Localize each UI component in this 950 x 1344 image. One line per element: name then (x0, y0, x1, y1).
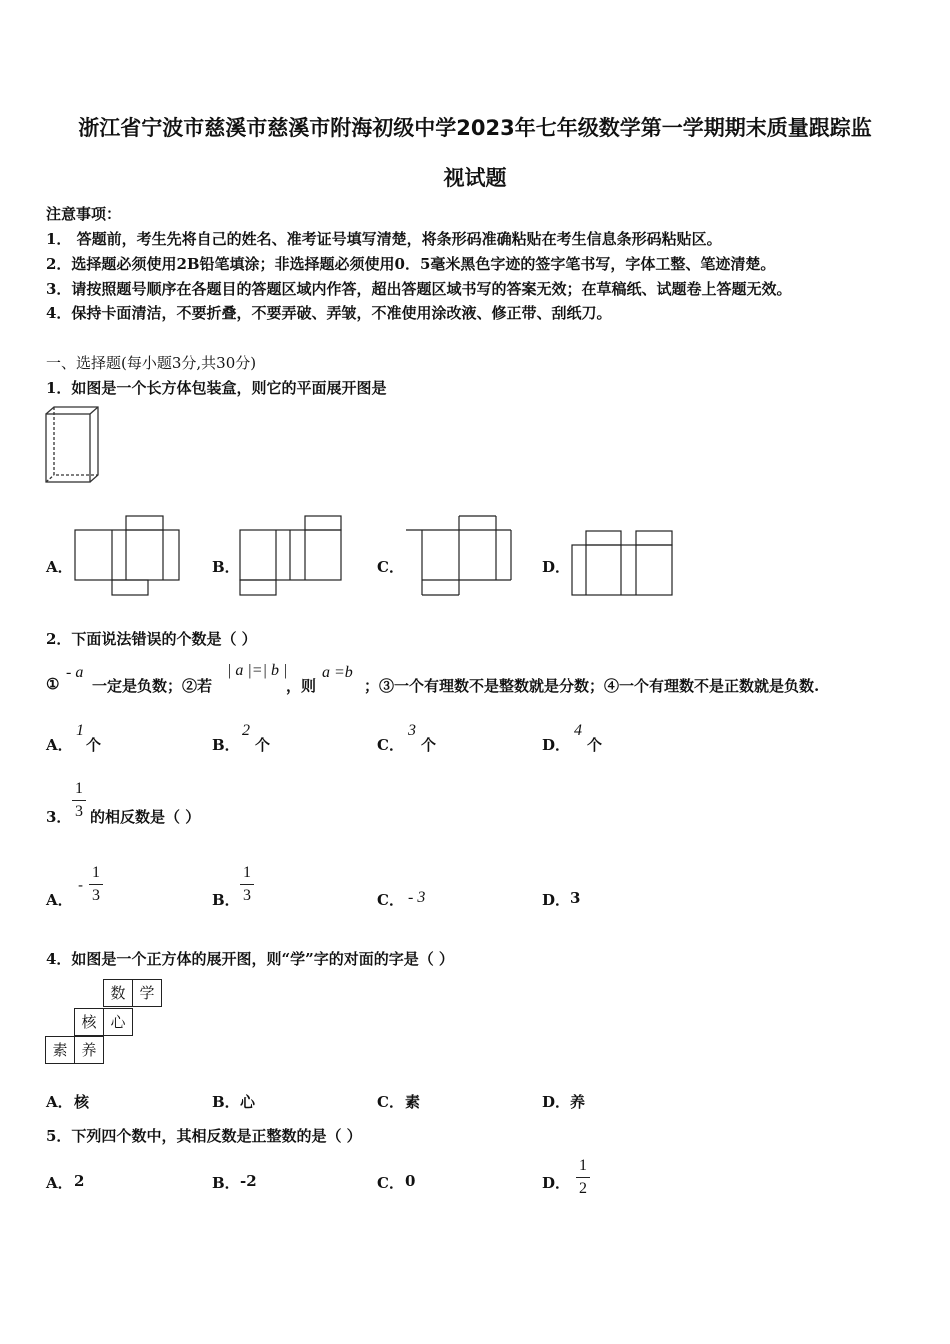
q3-option-a-sign: - (78, 876, 84, 894)
q1-option-d[interactable]: D． (542, 558, 571, 576)
q4-option-d-value: 养 (570, 1093, 586, 1111)
q1-option-b[interactable]: B． (212, 558, 240, 576)
q3-option-b-fraction (240, 864, 254, 905)
q5-option-c[interactable]: C． (377, 1174, 404, 1192)
q3-option-d[interactable]: D． (542, 891, 571, 909)
q3-option-a[interactable]: A． (46, 891, 73, 909)
q2-option-a[interactable]: A． (46, 736, 73, 754)
cuboid-figure (44, 405, 104, 485)
q5-stem: 5．下列四个数中，其相反数是正整数的是（ ） (46, 1127, 362, 1145)
q4-option-b-value: 心 (240, 1093, 256, 1111)
q2-option-c[interactable]: C． (377, 736, 404, 754)
q3-fraction-num: 1 (75, 780, 83, 797)
note-item: 3．请按照题号顺序在各题目的答题区域内作答，超出答题区域书写的答案无效；在草稿纸、试题卷上答题无效。 (46, 280, 792, 298)
q3-option-b-num: 1 (243, 864, 251, 881)
q3-stem-text: 的相反数是（ ） (90, 808, 201, 826)
cube-face-he: 核 (74, 1008, 104, 1036)
q3-option-a-num: 1 (92, 864, 100, 881)
note-item: 4．保持卡面清洁，不要折叠，不要弄破、弄皱，不准使用涂改液、修正带、刮纸刀。 (46, 304, 612, 322)
note-item: 2．选择题必须使用2B铅笔填涂；非选择题必须使用0．5毫米黑色字迹的签字笔书写，字体工整、笔迹清楚。 (46, 255, 776, 273)
q2-option-d-unit: 个 (587, 736, 603, 754)
q3-fraction (72, 780, 86, 821)
q2-statement-1-marker: ① (46, 675, 60, 693)
q2-option-a-value: 1 (76, 722, 84, 739)
q3-option-a-den: 3 (92, 887, 100, 904)
net-figure-c (405, 515, 513, 597)
q2-statement-text-3: ；③一个有理数不是整数就是分数；④一个有理数不是正数就是负数. (364, 677, 820, 695)
q2-option-a-unit: 个 (86, 736, 102, 754)
q5-option-d[interactable]: D． (542, 1174, 571, 1192)
q5-option-a-value: 2 (74, 1172, 85, 1190)
q2-option-b[interactable]: B． (212, 736, 240, 754)
q2-option-c-unit: 个 (421, 736, 437, 754)
q4-option-c[interactable]: C． (377, 1093, 404, 1111)
q5-option-a[interactable]: A． (46, 1174, 73, 1192)
q2-stem: 2．下面说法错误的个数是（ ） (46, 630, 257, 648)
q3-fraction-den: 3 (75, 803, 83, 820)
q2-statement-text-2: ，则 (286, 677, 317, 695)
q5-option-b-value: -2 (240, 1172, 257, 1190)
page-title-line1: 浙江省宁波市慈溪市慈溪市附海初级中学2023年七年级数学第一学期期末质量跟踪监 (78, 116, 872, 140)
q3-option-b-den: 3 (243, 887, 251, 904)
q5-option-d-num: 1 (579, 1157, 587, 1174)
q3-option-b[interactable]: B． (212, 891, 240, 909)
q5-option-b[interactable]: B． (212, 1174, 240, 1192)
q2-option-b-unit: 个 (255, 736, 271, 754)
q3-option-a-fraction (89, 864, 103, 905)
q1-stem: 1．如图是一个长方体包装盒，则它的平面展开图是 (46, 379, 387, 397)
q4-option-c-value: 素 (405, 1093, 421, 1111)
cube-face-yang: 养 (74, 1036, 104, 1064)
net-figure-b (239, 515, 343, 597)
q2-option-d[interactable]: D． (542, 736, 571, 754)
q2-option-b-value: 2 (242, 722, 250, 739)
q4-option-b[interactable]: B． (212, 1093, 240, 1111)
q1-option-c[interactable]: C． (377, 558, 404, 576)
cube-face-shu: 数 (103, 979, 133, 1007)
q5-option-c-value: 0 (405, 1172, 416, 1190)
q4-option-d[interactable]: D． (542, 1093, 571, 1111)
q2-math-a-eq-b: a =b (322, 664, 353, 681)
page-title-line2: 视试题 (443, 166, 507, 190)
q3-number: 3． (46, 808, 72, 826)
q3-option-d-value: 3 (570, 889, 581, 907)
q5-option-d-den: 2 (579, 1180, 587, 1197)
cube-face-su: 素 (45, 1036, 75, 1064)
q4-stem: 4．如图是一个正方体的展开图，则“学”字的对面的字是（ ） (46, 950, 454, 968)
q4-option-a[interactable]: A． (46, 1093, 73, 1111)
q3-option-c[interactable]: C． (377, 891, 404, 909)
q1-option-a[interactable]: A． (46, 558, 73, 576)
q4-option-a-value: 核 (74, 1093, 90, 1111)
note-item: 1． 答题前，考生先将自己的姓名、准考证号填写清楚，将条形码准确粘贴在考生信息条形码粘贴区。 (46, 230, 722, 248)
cube-face-xue: 学 (132, 979, 162, 1007)
q2-option-c-value: 3 (408, 722, 416, 739)
q3-option-c-value: - 3 (408, 889, 426, 906)
net-figure-a (74, 515, 180, 597)
net-figure-d (571, 530, 675, 598)
section-heading: 一、选择题(每小题3分,共30分) (46, 354, 257, 372)
q2-math-neg-a: - a (66, 664, 84, 681)
q2-option-d-value: 4 (574, 722, 582, 739)
cube-face-xin: 心 (103, 1008, 133, 1036)
q5-option-d-fraction (576, 1157, 590, 1198)
notes-heading: 注意事项： (46, 205, 122, 223)
q2-math-abs: | a |=| b | (227, 662, 288, 679)
q2-statement-text-1: 一定是负数；②若 (92, 677, 213, 695)
